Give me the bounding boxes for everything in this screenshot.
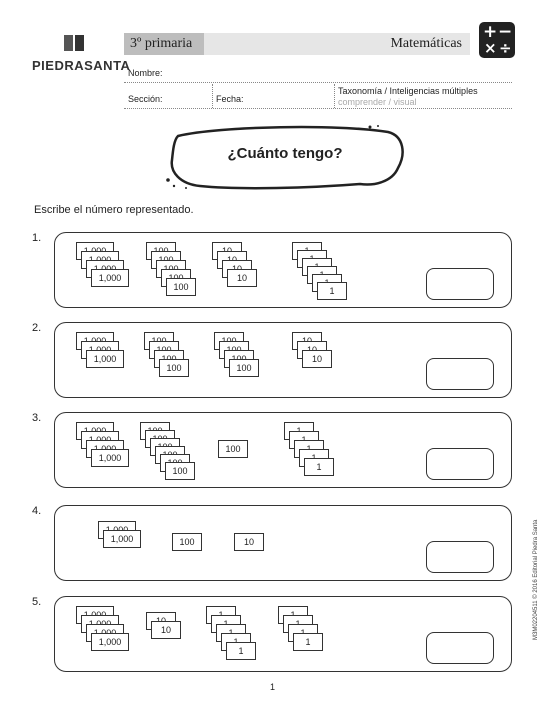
money-bill-1: 1 xyxy=(226,642,256,660)
money-bill-1000: 1,000 xyxy=(91,269,129,287)
taxonomy-label: Taxonomía / Inteligencias múltiples xyxy=(338,86,478,96)
exercise-number: 2. xyxy=(32,322,42,334)
divide-icon: ÷ xyxy=(499,39,512,57)
field-divider xyxy=(334,84,335,108)
math-operations-icon xyxy=(479,22,515,58)
answer-input-box[interactable] xyxy=(426,448,494,480)
taxonomy-value: comprender / visual xyxy=(338,97,417,107)
times-icon: × xyxy=(484,39,497,57)
grade-label: 3º primaria xyxy=(124,33,204,55)
exercise-number: 1. xyxy=(32,232,42,244)
section-label: Sección: xyxy=(128,94,163,104)
footer-copyright: M3M02204511 © 2016 Editorial Piedra Santa xyxy=(533,519,539,640)
money-bill-10: 10 xyxy=(234,533,264,551)
publisher-logo: PIEDRASANTA xyxy=(32,58,131,73)
name-label: Nombre: xyxy=(128,68,163,78)
answer-input-box[interactable] xyxy=(426,358,494,390)
exercise-number: 3. xyxy=(32,412,42,424)
money-bill-1: 1 xyxy=(304,458,334,476)
money-bill-10: 10 xyxy=(151,621,181,639)
money-bill-10: 10 xyxy=(302,350,332,368)
money-bill-100: 100 xyxy=(159,359,189,377)
answer-input-box[interactable] xyxy=(426,541,494,573)
instruction-text: Escribe el número representado. xyxy=(34,204,194,216)
exercise-number: 5. xyxy=(32,596,42,608)
money-bill-1: 1 xyxy=(293,633,323,651)
money-bill-100: 100 xyxy=(218,440,248,458)
money-bill-100: 100 xyxy=(172,533,202,551)
plus-icon: + xyxy=(483,22,498,42)
answer-input-box[interactable] xyxy=(426,268,494,300)
date-label: Fecha: xyxy=(216,94,244,104)
book-logo-icon xyxy=(63,34,85,52)
money-bill-1000: 1,000 xyxy=(91,633,129,651)
money-bill-1000: 1,000 xyxy=(91,449,129,467)
money-bill-1: 1 xyxy=(317,282,347,300)
page-title: ¿Cuánto tengo? xyxy=(227,145,343,162)
answer-input-box[interactable] xyxy=(426,632,494,664)
money-bill-100: 100 xyxy=(166,278,196,296)
money-bill-100: 100 xyxy=(165,462,195,480)
field-divider xyxy=(212,84,213,108)
money-bill-1000: 1,000 xyxy=(86,350,124,368)
minus-icon: − xyxy=(498,22,513,42)
subject-label: Matemáticas xyxy=(390,36,462,51)
section-line xyxy=(124,108,512,109)
page-number: 1 xyxy=(270,682,276,692)
exercise-number: 4. xyxy=(32,505,42,517)
name-line xyxy=(124,82,512,83)
money-bill-100: 100 xyxy=(229,359,259,377)
money-bill-1000: 1,000 xyxy=(103,530,141,548)
money-bill-10: 10 xyxy=(227,269,257,287)
